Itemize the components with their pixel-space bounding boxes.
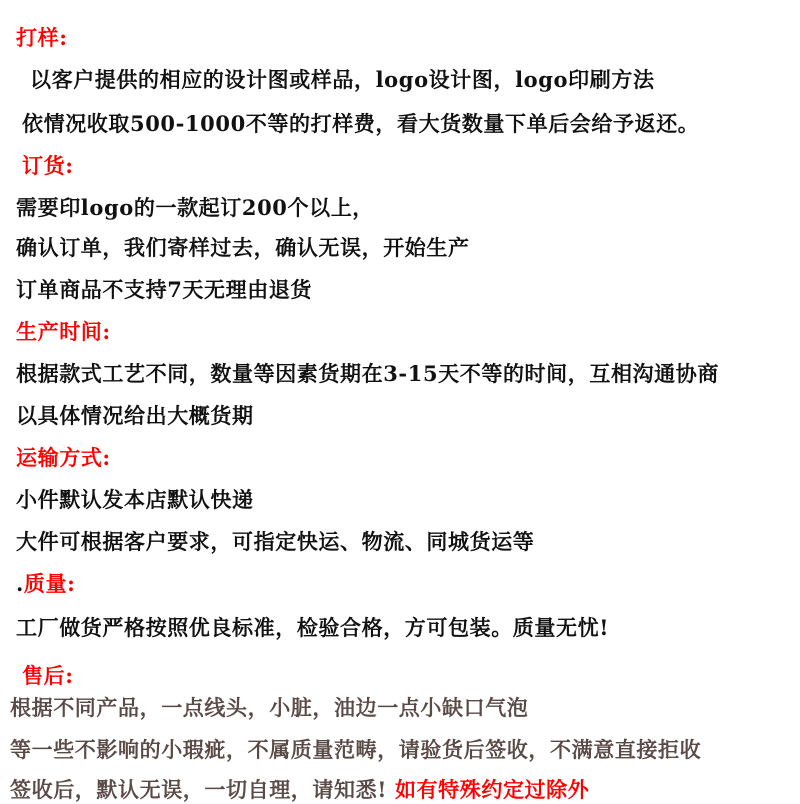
order-text-line: 需要印logo的一款起订200个以上，	[16, 195, 374, 220]
quality-text-line: 工厂做货严格按照优良标准，检验合格，方可包装。质量无忧!	[16, 615, 610, 640]
sample-text-line: 以客户提供的相应的设计图或样品，logo设计图，logo印刷方法	[30, 67, 655, 92]
production-text-line: 以具体情况给出大概货期	[16, 403, 254, 428]
after-sales-text-line: 等一些不影响的小瑕疵，不属质量范畴，请验货后签收，不满意直接拒收	[10, 737, 702, 762]
order-text-line: 确认订单，我们寄样过去，确认无误，开始生产	[16, 235, 470, 260]
quality-heading-label: 质量:	[23, 571, 76, 596]
after-sales-text-line: 根据不同产品，一点线头，小脏，油边一点小缺口气泡	[10, 695, 529, 720]
after-sales-exception-note: 如有特殊约定过除外	[394, 777, 590, 802]
shipping-text-line: 小件默认发本店默认快递	[16, 487, 254, 512]
shipping-text-line: 大件可根据客户要求，可指定快运、物流、同城货运等	[16, 529, 535, 554]
section-heading-quality	[16, 570, 75, 598]
quality-heading-dot: .	[16, 571, 24, 596]
sample-text-line: 依情况收取500-1000不等的打样费，看大货数量下单后会给予返还。	[22, 111, 700, 136]
after-sales-final-text: 签收后，默认无误，一切自理，请知悉!	[10, 777, 388, 802]
section-heading-shipping: 运输方式:	[16, 445, 111, 470]
section-heading-sample: 打样:	[16, 25, 68, 50]
section-heading-order: 订货:	[22, 153, 74, 178]
production-text-line: 根据款式工艺不同，数量等因素货期在3-15天不等的时间，互相沟通协商	[16, 361, 719, 386]
section-heading-after-sales: 售后:	[22, 663, 74, 688]
order-text-line: 订单商品不支持7天无理由退货	[16, 277, 313, 302]
section-heading-production: 生产时间:	[16, 319, 111, 344]
